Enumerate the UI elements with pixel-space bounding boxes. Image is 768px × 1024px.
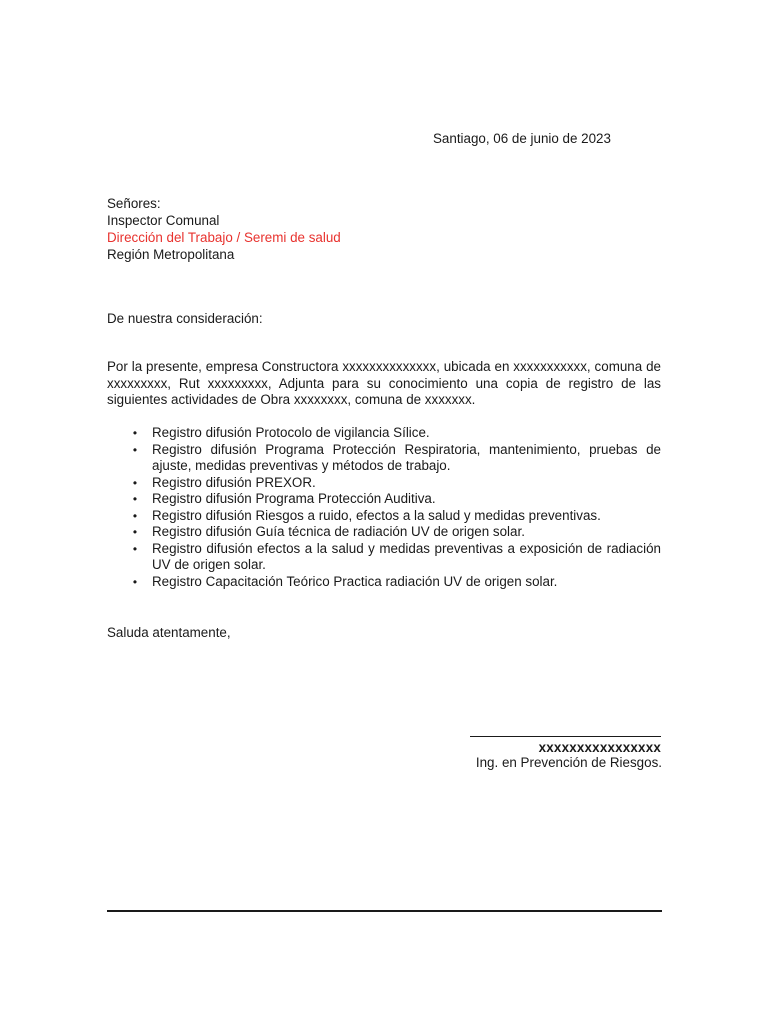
list-item — [107, 524, 661, 541]
recipient-region: Región Metropolitana — [107, 247, 235, 262]
list-item — [107, 508, 661, 525]
list-item — [107, 491, 661, 508]
bullet-icon: • — [132, 426, 138, 440]
list-item — [107, 475, 661, 492]
signature-line — [470, 736, 661, 737]
signature-title: Ing. en Prevención de Riesgos. — [475, 755, 662, 770]
list-item-text: Registro difusión Guía técnica de radiación UV de origen solar. — [152, 524, 525, 539]
list-item-text: Registro difusión Programa Protección Respiratoria, mantenimiento, pruebas de ajuste, medidas preventivas y métodos de trabajo. — [152, 441, 661, 473]
bullet-icon: • — [132, 475, 138, 490]
list-item — [107, 541, 661, 574]
letter-body: Por la presente, empresa Constructora xxxxxxxxxxxxxx, ubicada en xxxxxxxxxxx, comuna de xxxxxxxxx, Rut xxxxxxxxx, Adjunta para su conocimiento una copia de registro de las siguientes actividades de Obra xxxxxxxx, comuna de xxxxxxx. — [107, 359, 661, 407]
letter-closing: Saluda atentamente, — [107, 625, 231, 640]
bullet-icon: • — [132, 508, 138, 523]
list-item-text: Registro difusión Protocolo de vigilancia Sílice. — [152, 425, 430, 440]
bullet-icon: • — [132, 442, 138, 457]
recipient-block — [107, 195, 341, 263]
recipient-title: Inspector Comunal — [107, 213, 220, 228]
list-item-text: Registro difusión efectos a la salud y medidas preventivas a exposición de radiación UV de origen solar. — [152, 540, 661, 572]
list-item-text: Registro difusión PREXOR. — [152, 474, 316, 490]
bullet-icon: • — [132, 525, 138, 539]
list-item — [107, 574, 661, 591]
letter-greeting: De nuestra consideración: — [107, 311, 263, 326]
list-item-text: Registro difusión Riesgos a ruido, efectos a la salud y medidas preventivas. — [152, 507, 601, 523]
signature-name: xxxxxxxxxxxxxxxx — [538, 740, 661, 755]
bullet-icon: • — [132, 541, 138, 556]
list-item — [107, 425, 661, 442]
footer-divider — [107, 910, 662, 912]
list-item-text: Registro difusión Programa Protección Auditiva. — [152, 491, 436, 506]
bullet-icon: • — [132, 492, 138, 506]
list-item — [107, 442, 661, 475]
letter-date: Santiago, 06 de junio de 2023 — [433, 131, 611, 146]
activities-list — [107, 425, 661, 590]
bullet-icon: • — [132, 574, 138, 589]
recipient-institution: Dirección del Trabajo / Seremi de salud — [107, 230, 341, 245]
list-item-text: Registro Capacitación Teórico Practica radiación UV de origen solar. — [152, 573, 558, 589]
recipient-salutation: Señores: — [107, 196, 161, 211]
